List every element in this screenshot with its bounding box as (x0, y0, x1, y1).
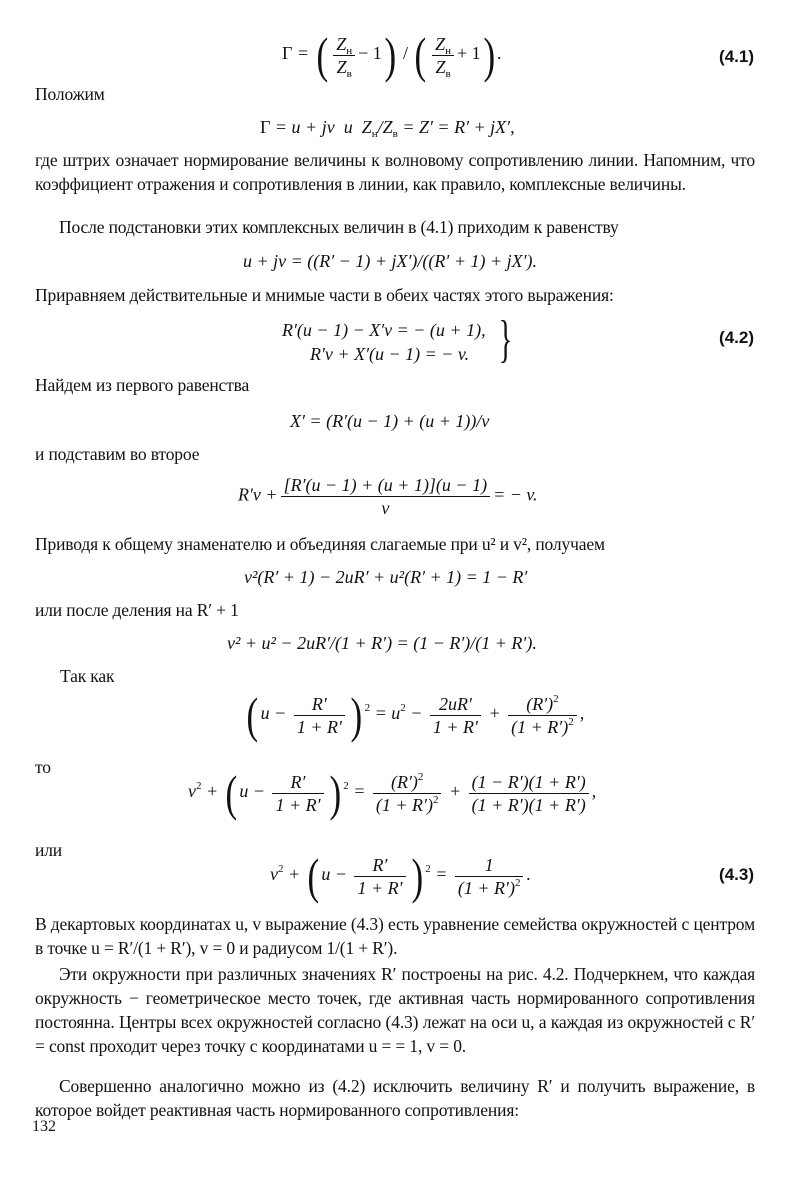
paragraph: или после деления на R′ + 1 (35, 600, 239, 620)
equation-definition: Γ = u + jv и $Z_н/Z_в = Z' = R' + jX'$, (260, 117, 515, 140)
equation-label: (4.3) (719, 865, 754, 884)
equation-divided: v² + u² − 2uR′/(1 + R′) = (1 − R′)/(1 + R′). (227, 633, 537, 653)
equation-square: ( u − $\frac{R'}{1 + R'}$ ) $^2 = u^2$ − $\frac{2uR'}{1 + R'}$ + $\frac{(R')^2}{(1 + R')^2}$ , (246, 687, 585, 743)
equation-substitution: u + jv = ((R′ − 1) + jX′)/((R′ + 1) + jX′). (243, 251, 538, 271)
paragraph: Так как (60, 666, 115, 686)
paragraph: Приводя к общему знаменателю и объединяя слагаемые при u² и v², получаем (35, 534, 605, 554)
equation-label: (4.1) (719, 47, 754, 66)
equation-then: $v^2$ + ( u − $\frac{R'}{1 + R'}$ ) $^2$ = $\frac{(R')^2}{(1 + R')^2}$ + $\frac{(1 - R')(1 + R')}{(1 + R')(1 + R')}$ , (188, 765, 597, 821)
paragraph: то (35, 757, 51, 777)
system-brace: } (498, 311, 513, 368)
equation-4-2-line1: R′(u − 1) − X′v = − (u + 1), (282, 320, 486, 340)
paragraph: Эти окружности при различных значениях R′ построены на рис. 4.2. Подчеркнем, что каждая окружность − геометрическое место точек, где активная часть нормированного сопротивления постоянна. Центры всех окружностей согласно (4.3) лежат на оси u, а каждая из окружностей с R′ = const проходит через точку с координатами u = = 1, v = 0. (35, 964, 755, 1056)
paragraph: После подстановки этих комплексных величин в (4.1) приходим к равенству (59, 217, 619, 237)
equation-substitution-2 (238, 474, 538, 519)
paragraph: Положим (35, 84, 105, 104)
eq-numerator: [R′(u − 1) + (u + 1)](u − 1) (281, 474, 491, 497)
paragraph: Найдем из первого равенства (35, 375, 250, 395)
paragraph: где штрих означает нормирование величины к волновому сопротивлению линии. Напомним, что коэффициент отражения и сопротивления в линии, как правило, комплексные величины. (35, 150, 755, 194)
paragraph: и подставим во второе (35, 444, 200, 464)
equation-4-2-line2: R′v + X′(u − 1) = − v. (310, 344, 470, 364)
paragraph: Совершенно аналогично можно из (4.2) исключить величину R′ и получить выражение, в которое войдет реактивная часть нормированного сопротивления: (35, 1076, 755, 1120)
equation-label: (4.2) (719, 328, 754, 347)
eq-denominator: v (381, 498, 390, 518)
equation-x-prime: X′ = (R′(u − 1) + (u + 1))/v (290, 411, 490, 431)
paragraph: Приравняем действительные и мнимые части в обеих частях этого выражения: (35, 285, 614, 305)
eq-lhs: R′v + (238, 484, 278, 505)
eq-rhs: = − v. (493, 484, 538, 505)
equation-4-1: Γ = ( $\frac{Z_н}{Z_в}$ − 1) / ( $\frac{Z_н}{Z_в}$ + 1) . (282, 27, 502, 83)
paragraph: В декартовых координатах u, v выражение (4.3) есть уравнение семейства окружностей с центром в точке u = R′/(1 + R′), v = 0 и радиусом 1/(1 + R′). (35, 914, 755, 958)
equation-common-denominator: v²(R′ + 1) − 2uR′ + u²(R′ + 1) = 1 − R′ (244, 567, 528, 587)
equation-4-3: $v^2$ + ( u − $\frac{R'}{1 + R'}$ ) $^2$ = $\frac{1}{(1 + R')^2}$ . (270, 848, 531, 904)
paragraph: или (35, 840, 63, 860)
page-number: 132 (32, 1118, 56, 1135)
